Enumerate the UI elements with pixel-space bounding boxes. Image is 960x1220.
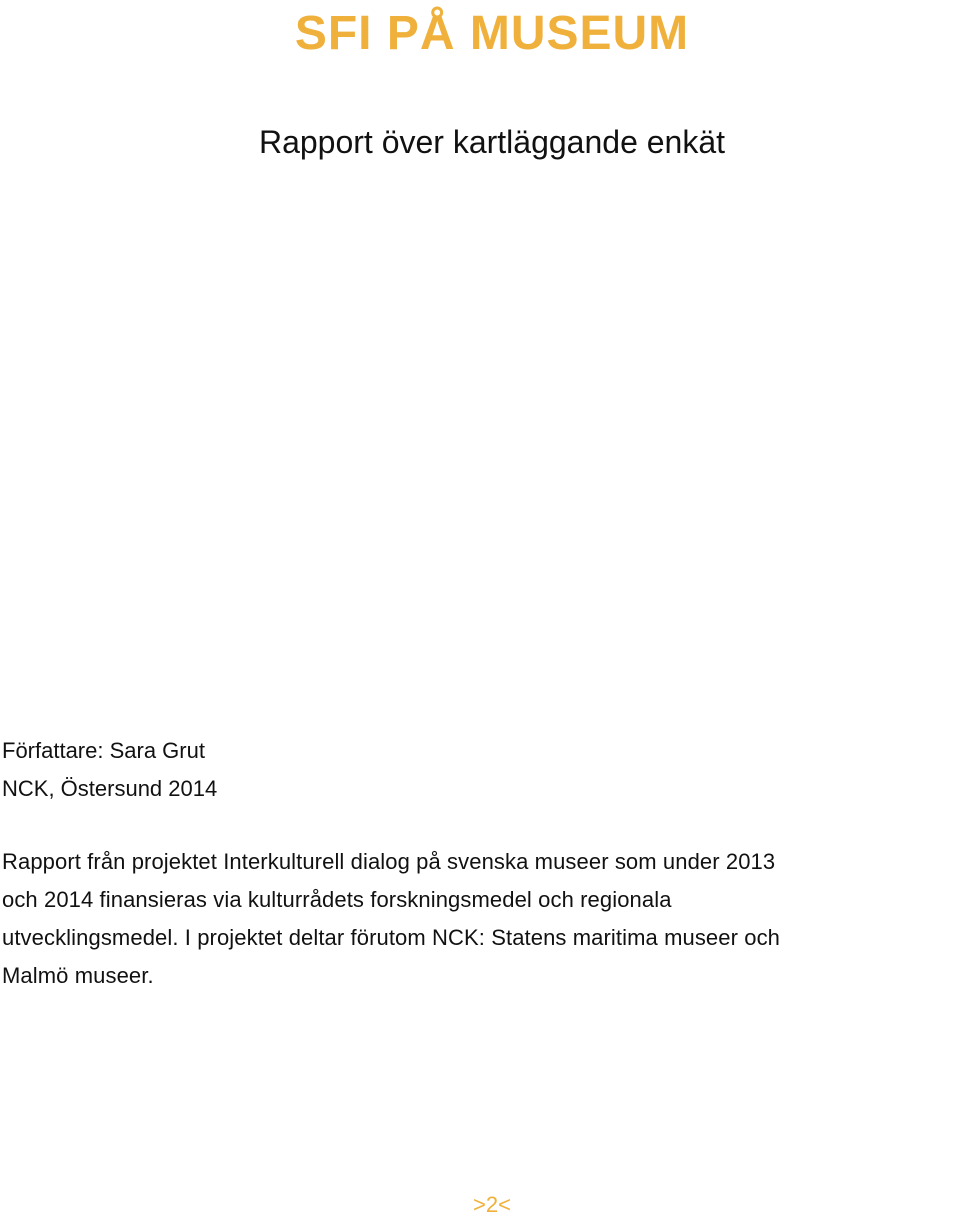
author-info (2, 732, 217, 808)
description-line: utvecklingsmedel. I projektet deltar förutom NCK: Statens maritima museer och (2, 925, 781, 950)
document-title: SFI PÅ MUSEUM (294, 7, 690, 60)
author-name: Författare: Sara Grut (2, 738, 205, 763)
organization-location-year: NCK, Östersund 2014 (2, 776, 218, 801)
description-line: Rapport från projektet Interkulturell dialog på svenska museer som under 2013 (2, 849, 776, 874)
project-description (2, 843, 958, 995)
description-line: och 2014 finansieras via kulturrådets forskningsmedel och regionala (2, 887, 672, 912)
document-subtitle: Rapport över kartläggande enkät (258, 124, 726, 160)
page-number: >2< (473, 1192, 511, 1217)
description-line: Malmö museer. (2, 963, 154, 988)
